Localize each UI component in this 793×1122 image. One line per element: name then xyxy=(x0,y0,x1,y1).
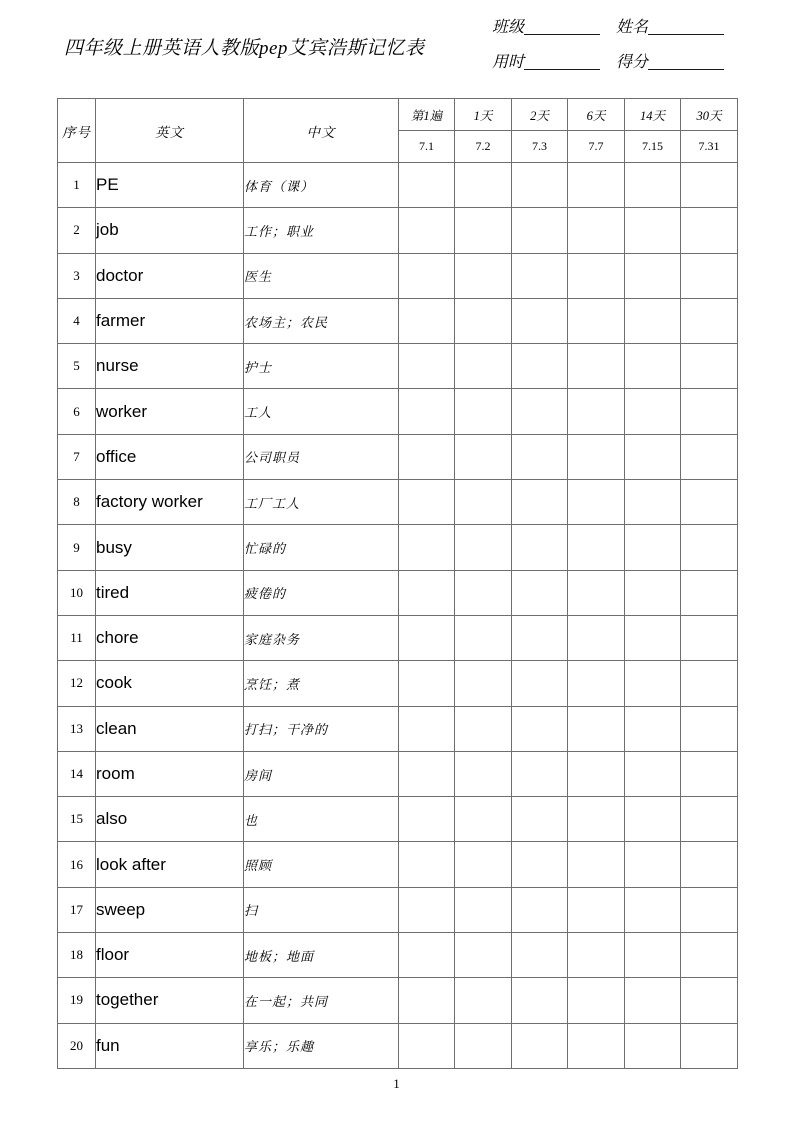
review-cell xyxy=(625,978,681,1023)
review-cell xyxy=(512,344,568,389)
table-row xyxy=(58,253,738,298)
review-cell xyxy=(399,570,455,615)
header-chinese: 中文 xyxy=(244,99,399,163)
cell-chinese: 打扫；干净的 xyxy=(244,706,399,751)
cell-index: 10 xyxy=(58,570,96,615)
review-cell xyxy=(625,389,681,434)
review-cell xyxy=(625,615,681,660)
review-cell xyxy=(568,978,625,1023)
review-cell xyxy=(399,661,455,706)
review-cell xyxy=(455,887,512,932)
review-header-cell: 14天 xyxy=(625,99,681,131)
cell-index: 3 xyxy=(58,253,96,298)
review-cell xyxy=(512,389,568,434)
cell-english: chore xyxy=(96,615,244,660)
review-cell xyxy=(625,887,681,932)
review-cell xyxy=(455,751,512,796)
cell-index: 16 xyxy=(58,842,96,887)
review-cell xyxy=(399,344,455,389)
cell-english: nurse xyxy=(96,344,244,389)
cell-index: 13 xyxy=(58,706,96,751)
review-cell xyxy=(455,253,512,298)
review-cell xyxy=(625,298,681,343)
cell-index: 7 xyxy=(58,434,96,479)
cell-english: together xyxy=(96,978,244,1023)
review-cell xyxy=(681,842,738,887)
review-cell xyxy=(512,253,568,298)
time-blank-line xyxy=(524,68,600,70)
cell-chinese: 忙碌的 xyxy=(244,525,399,570)
header-row-labels xyxy=(58,99,738,131)
review-cell xyxy=(512,480,568,525)
review-cell xyxy=(625,253,681,298)
cell-english: tired xyxy=(96,570,244,615)
review-cell xyxy=(455,978,512,1023)
review-cell xyxy=(625,1023,681,1068)
cell-chinese: 医生 xyxy=(244,253,399,298)
cell-index: 11 xyxy=(58,615,96,660)
review-cell xyxy=(512,842,568,887)
class-blank-line xyxy=(524,33,600,35)
review-cell xyxy=(455,797,512,842)
review-cell xyxy=(455,706,512,751)
review-cell xyxy=(512,706,568,751)
review-cell xyxy=(681,706,738,751)
table-row xyxy=(58,706,738,751)
table-row xyxy=(58,615,738,660)
review-header-cell: 第1遍 xyxy=(399,99,455,131)
review-date-cell: 7.15 xyxy=(625,131,681,163)
review-cell xyxy=(625,933,681,978)
score-label: 得分 xyxy=(616,54,649,71)
review-cell xyxy=(568,661,625,706)
review-cell xyxy=(625,842,681,887)
cell-chinese: 也 xyxy=(244,797,399,842)
review-cell xyxy=(681,253,738,298)
table-row xyxy=(58,797,738,842)
table-row xyxy=(58,434,738,479)
review-cell xyxy=(399,933,455,978)
cell-index: 19 xyxy=(58,978,96,1023)
student-info-fields xyxy=(492,14,724,84)
review-cell xyxy=(681,751,738,796)
class-label: 班级 xyxy=(492,19,525,36)
review-cell xyxy=(681,797,738,842)
cell-index: 15 xyxy=(58,797,96,842)
fields-row-1 xyxy=(492,14,724,37)
review-cell xyxy=(568,933,625,978)
review-cell xyxy=(399,389,455,434)
review-cell xyxy=(681,525,738,570)
cell-index: 14 xyxy=(58,751,96,796)
name-blank-line xyxy=(648,33,724,35)
review-cell xyxy=(455,434,512,479)
review-cell xyxy=(568,887,625,932)
cell-index: 18 xyxy=(58,933,96,978)
review-cell xyxy=(568,434,625,479)
review-cell xyxy=(512,163,568,208)
review-cell xyxy=(455,1023,512,1068)
review-cell xyxy=(512,797,568,842)
table-row xyxy=(58,208,738,253)
review-cell xyxy=(681,887,738,932)
review-cell xyxy=(681,434,738,479)
table-row xyxy=(58,525,738,570)
review-cell xyxy=(568,797,625,842)
cell-english: job xyxy=(96,208,244,253)
review-date-cell: 7.31 xyxy=(681,131,738,163)
review-cell xyxy=(399,842,455,887)
review-cell xyxy=(399,434,455,479)
review-cell xyxy=(455,661,512,706)
review-cell xyxy=(455,480,512,525)
review-cell xyxy=(681,661,738,706)
review-cell xyxy=(681,298,738,343)
review-cell xyxy=(512,1023,568,1068)
review-date-cell: 7.3 xyxy=(512,131,568,163)
review-cell xyxy=(512,298,568,343)
review-cell xyxy=(568,253,625,298)
cell-index: 17 xyxy=(58,887,96,932)
review-cell xyxy=(568,344,625,389)
table-row xyxy=(58,570,738,615)
review-cell xyxy=(625,661,681,706)
cell-index: 12 xyxy=(58,661,96,706)
review-cell xyxy=(455,163,512,208)
review-cell xyxy=(455,208,512,253)
review-cell xyxy=(399,887,455,932)
review-cell xyxy=(681,1023,738,1068)
cell-english: also xyxy=(96,797,244,842)
page-title: 四年级上册英语人教版pep艾宾浩斯记忆表 xyxy=(64,38,425,59)
review-cell xyxy=(512,525,568,570)
page-number: 1 xyxy=(393,1076,400,1091)
review-cell xyxy=(568,525,625,570)
review-cell xyxy=(455,344,512,389)
table-row xyxy=(58,751,738,796)
review-cell xyxy=(568,751,625,796)
review-cell xyxy=(455,842,512,887)
review-cell xyxy=(399,751,455,796)
cell-index: 9 xyxy=(58,525,96,570)
cell-english: look after xyxy=(96,842,244,887)
review-cell xyxy=(625,797,681,842)
review-cell xyxy=(568,298,625,343)
cell-english: busy xyxy=(96,525,244,570)
review-cell xyxy=(399,706,455,751)
cell-index: 2 xyxy=(58,208,96,253)
table-row xyxy=(58,1023,738,1068)
table-row xyxy=(58,842,738,887)
table-row xyxy=(58,389,738,434)
review-header-cell: 1天 xyxy=(455,99,512,131)
fields-row-2 xyxy=(492,49,724,72)
time-label: 用时 xyxy=(492,54,525,71)
cell-chinese: 工人 xyxy=(244,389,399,434)
review-cell xyxy=(399,208,455,253)
cell-chinese: 在一起；共同 xyxy=(244,978,399,1023)
review-cell xyxy=(399,978,455,1023)
review-header-cell: 6天 xyxy=(568,99,625,131)
review-cell xyxy=(681,389,738,434)
cell-chinese: 地板；地面 xyxy=(244,933,399,978)
score-blank-line xyxy=(648,68,724,70)
review-cell xyxy=(568,208,625,253)
review-cell xyxy=(399,1023,455,1068)
review-cell xyxy=(568,706,625,751)
review-cell xyxy=(568,570,625,615)
review-cell xyxy=(568,1023,625,1068)
review-cell xyxy=(512,208,568,253)
review-cell xyxy=(568,615,625,660)
review-cell xyxy=(455,525,512,570)
cell-chinese: 享乐；乐趣 xyxy=(244,1023,399,1068)
table-row xyxy=(58,298,738,343)
review-cell xyxy=(399,797,455,842)
review-cell xyxy=(568,842,625,887)
review-cell xyxy=(568,163,625,208)
cell-chinese: 房间 xyxy=(244,751,399,796)
cell-chinese: 公司职员 xyxy=(244,434,399,479)
review-cell xyxy=(681,615,738,660)
review-cell xyxy=(512,434,568,479)
review-cell xyxy=(399,525,455,570)
cell-index: 5 xyxy=(58,344,96,389)
review-cell xyxy=(512,570,568,615)
table-row xyxy=(58,344,738,389)
cell-english: office xyxy=(96,434,244,479)
review-header-cell: 2天 xyxy=(512,99,568,131)
review-cell xyxy=(681,570,738,615)
cell-chinese: 家庭杂务 xyxy=(244,615,399,660)
review-cell xyxy=(512,751,568,796)
review-cell xyxy=(399,615,455,660)
cell-index: 1 xyxy=(58,163,96,208)
cell-index: 6 xyxy=(58,389,96,434)
vocab-table xyxy=(57,98,738,1069)
review-cell xyxy=(455,298,512,343)
review-date-cell: 7.7 xyxy=(568,131,625,163)
review-cell xyxy=(399,253,455,298)
cell-chinese: 扫 xyxy=(244,887,399,932)
cell-english: doctor xyxy=(96,253,244,298)
cell-english: PE xyxy=(96,163,244,208)
class-field xyxy=(492,14,600,37)
cell-english: farmer xyxy=(96,298,244,343)
review-cell xyxy=(568,480,625,525)
cell-chinese: 护士 xyxy=(244,344,399,389)
cell-chinese: 农场主；农民 xyxy=(244,298,399,343)
cell-english: cook xyxy=(96,661,244,706)
review-cell xyxy=(625,480,681,525)
cell-english: sweep xyxy=(96,887,244,932)
review-cell xyxy=(625,706,681,751)
cell-chinese: 体育（课） xyxy=(244,163,399,208)
review-cell xyxy=(681,933,738,978)
table-row xyxy=(58,887,738,932)
cell-index: 20 xyxy=(58,1023,96,1068)
table-row xyxy=(58,480,738,525)
cell-english: floor xyxy=(96,933,244,978)
cell-chinese: 工作；职业 xyxy=(244,208,399,253)
name-label: 姓名 xyxy=(616,19,649,36)
review-cell xyxy=(399,298,455,343)
cell-english: room xyxy=(96,751,244,796)
review-cell xyxy=(625,163,681,208)
review-cell xyxy=(399,163,455,208)
review-cell xyxy=(512,978,568,1023)
review-cell xyxy=(681,208,738,253)
cell-english: fun xyxy=(96,1023,244,1068)
cell-chinese: 照顾 xyxy=(244,842,399,887)
score-field xyxy=(616,49,724,72)
review-cell xyxy=(625,434,681,479)
cell-index: 8 xyxy=(58,480,96,525)
name-field xyxy=(616,14,724,37)
review-cell xyxy=(681,344,738,389)
table-row xyxy=(58,661,738,706)
table-row xyxy=(58,163,738,208)
word-rows xyxy=(58,163,738,1069)
cell-chinese: 工厂工人 xyxy=(244,480,399,525)
review-cell xyxy=(625,344,681,389)
table-row xyxy=(58,978,738,1023)
review-cell xyxy=(625,751,681,796)
review-date-cell: 7.1 xyxy=(399,131,455,163)
review-cell xyxy=(681,480,738,525)
review-cell xyxy=(625,525,681,570)
review-cell xyxy=(455,933,512,978)
review-cell xyxy=(681,163,738,208)
cell-english: clean xyxy=(96,706,244,751)
time-field xyxy=(492,49,600,72)
cell-english: worker xyxy=(96,389,244,434)
review-header-cell: 30天 xyxy=(681,99,738,131)
cell-index: 4 xyxy=(58,298,96,343)
review-cell xyxy=(455,615,512,660)
review-cell xyxy=(512,887,568,932)
review-cell xyxy=(512,933,568,978)
review-cell xyxy=(681,978,738,1023)
cell-english: factory worker xyxy=(96,480,244,525)
review-cell xyxy=(625,208,681,253)
review-cell xyxy=(455,389,512,434)
cell-chinese: 烹饪；煮 xyxy=(244,661,399,706)
header-english: 英文 xyxy=(96,99,244,163)
review-cell xyxy=(455,570,512,615)
review-cell xyxy=(568,389,625,434)
table-row xyxy=(58,933,738,978)
review-cell xyxy=(625,570,681,615)
review-cell xyxy=(399,480,455,525)
review-date-cell: 7.2 xyxy=(455,131,512,163)
review-cell xyxy=(512,661,568,706)
cell-chinese: 疲倦的 xyxy=(244,570,399,615)
header-index: 序号 xyxy=(58,99,96,163)
review-cell xyxy=(512,615,568,660)
